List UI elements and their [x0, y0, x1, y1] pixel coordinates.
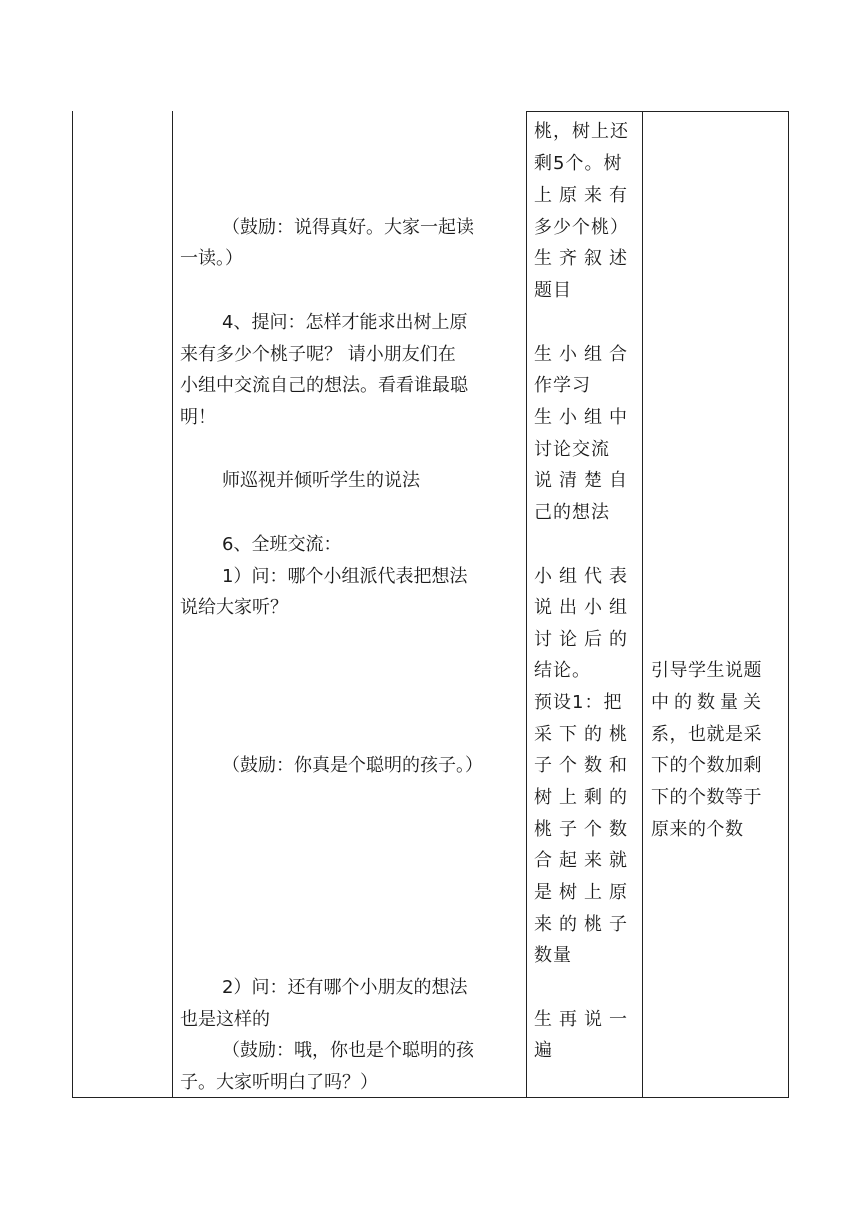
preset-line: 来的桃子 — [534, 914, 634, 935]
discuss-line: 讨论交流 — [534, 439, 610, 460]
problem-text-line: 多少个桃） — [534, 217, 629, 238]
preset-line: 合起来就 — [534, 850, 634, 871]
discuss-line: 己的想法 — [534, 502, 610, 523]
intent-line: 引导学生说题 — [651, 660, 762, 681]
table-border-left — [72, 111, 73, 1098]
preset-line: 数量 — [534, 945, 572, 966]
problem-text-line: 剩5个。树 — [534, 153, 623, 174]
intent-line: 系，也就是采 — [651, 724, 762, 745]
question-2-line: 2）问：还有哪个小朋友的想法 — [222, 977, 468, 998]
table-divider-2 — [526, 111, 527, 1098]
table-border-right — [788, 111, 789, 1098]
step-4-line: 明！ — [180, 407, 216, 428]
repeat-line: 生再说一 — [534, 1009, 634, 1030]
restate-line: 题目 — [534, 280, 572, 301]
encourage-line: （鼓励：哦，你也是个聪明的孩 — [222, 1040, 474, 1061]
preset-line: 是树上原 — [534, 882, 634, 903]
report-line: 结论。 — [534, 660, 591, 681]
encourage-line: 一读。） — [180, 248, 243, 269]
group-work-line: 生小组合 — [534, 344, 634, 365]
intent-line: 下的个数等于 — [651, 787, 762, 808]
problem-text-line: 桃，树上还 — [534, 121, 629, 142]
preset-line: 子个数和 — [534, 755, 634, 776]
question-1-line: 1）问：哪个小组派代表把想法 — [222, 566, 468, 587]
problem-text-line: 上原来有 — [534, 185, 634, 206]
step-4-line: 4、提问：怎样才能求出树上原 — [222, 312, 468, 333]
repeat-line: 遍 — [534, 1040, 553, 1061]
step-4-line: 来有多少个桃子呢？ 请小朋友们在 — [180, 344, 456, 365]
preset-line: 桃子个数 — [534, 819, 634, 840]
report-line: 说出小组 — [534, 597, 634, 618]
report-line: 讨论后的 — [534, 629, 634, 650]
question-2-line: 也是这样的 — [180, 1009, 270, 1030]
preset-line: 采下的桃 — [534, 724, 634, 745]
step-6-line: 6、全班交流： — [222, 534, 342, 555]
encourage-line: 子。大家听明白了吗？） — [180, 1072, 378, 1093]
table-divider-3 — [642, 111, 643, 1098]
discuss-line: 说清楚自 — [534, 470, 634, 491]
intent-line: 下的个数加剩 — [651, 755, 762, 776]
intent-line: 原来的个数 — [651, 819, 744, 840]
table-divider-1 — [172, 111, 173, 1098]
preset-line: 预设1：把 — [534, 692, 623, 713]
restate-line: 生齐叙述 — [534, 248, 634, 269]
intent-line: 中的数量关 — [651, 692, 766, 713]
encourage-line: （鼓励：说得真好。大家一起读 — [222, 217, 474, 238]
report-line: 小组代表 — [534, 566, 634, 587]
discuss-line: 生小组中 — [534, 407, 634, 428]
table-top-border — [526, 111, 789, 112]
preset-line: 树上剩的 — [534, 787, 634, 808]
step-4-line: 小组中交流自己的想法。看看谁最聪 — [180, 375, 468, 396]
group-work-line: 作学习 — [534, 375, 591, 396]
question-1-line: 说给大家听？ — [180, 597, 288, 618]
patrol-line: 师巡视并倾听学生的说法 — [222, 470, 420, 491]
encourage-line: （鼓励：你真是个聪明的孩子。） — [222, 755, 483, 776]
